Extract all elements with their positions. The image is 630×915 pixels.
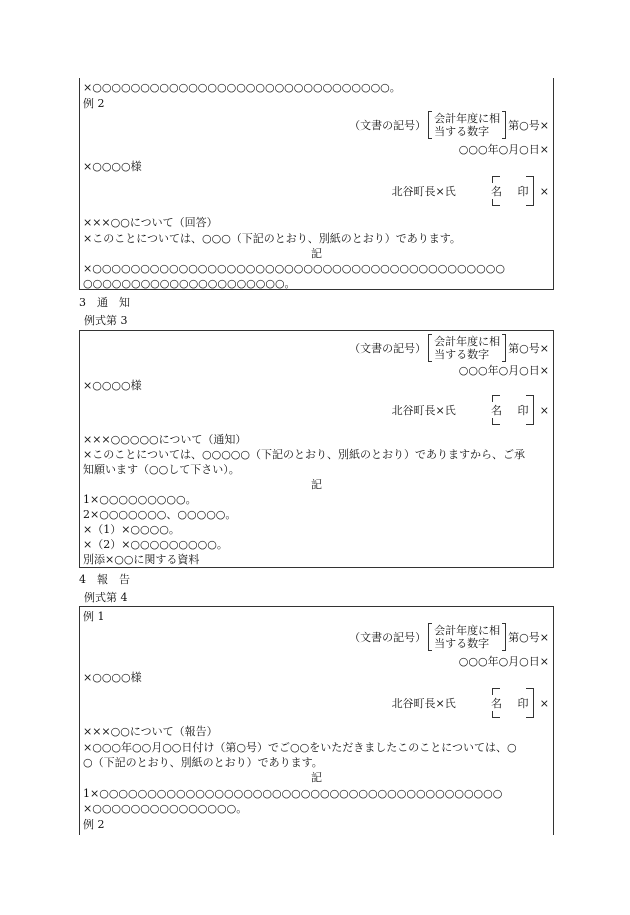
document-number — [349, 111, 549, 139]
seal-stamp-box: 名 印 — [492, 395, 534, 425]
body-text-2: ○（下記のとおり、別紙のとおり）であります。 — [83, 756, 323, 769]
doc-number-value: 第○号× — [508, 630, 549, 644]
date: ○○○年○月○日× — [458, 364, 549, 377]
example-label: 例 1 — [83, 610, 105, 623]
sender-seal-row — [392, 687, 549, 719]
subject-line: ×××○○について（回答） — [83, 216, 218, 229]
form-4-label: 例式第 4 — [84, 591, 128, 604]
item-line-1: 1×○○○○○○○○○○○○○○○○○○○○○○○○○○○○○○○○○○○○○○○○○○ — [83, 787, 503, 800]
ki-heading: 記 — [311, 247, 322, 260]
body-text-1: ×○○○年○○月○○日付け（第○号）でご○○をいただきましたこのことについては、○ — [83, 741, 517, 754]
seal-stamp-box: 名 印 — [492, 688, 534, 718]
ki-heading: 記 — [311, 478, 322, 491]
doc-symbol-label: （文書の記号） — [349, 118, 427, 132]
body-text-2: 知願います（○○して下さい）。 — [83, 463, 240, 476]
addressee: ×○○○○様 — [83, 379, 142, 392]
section-3-heading: 3 通 知 — [79, 296, 130, 309]
doc-number-value: 第○号× — [508, 118, 549, 132]
bracket-right — [502, 111, 506, 139]
document-number — [349, 334, 549, 362]
list-item: 2×○○○○○○○、○○○○○。 — [83, 508, 237, 521]
bracket-left — [428, 111, 432, 139]
subject-line: ×××○○について（報告） — [83, 725, 218, 738]
section-4-heading: 4 報 告 — [79, 573, 130, 586]
seal-stamp-box: 名 印 — [492, 176, 534, 206]
body-text-1: ×このことについては、○○○○○（下記のとおり、別紙のとおり）でありますから、ご承 — [83, 448, 525, 461]
body-text: ×このことについては、○○○（下記のとおり、別紙のとおり）であります。 — [83, 232, 461, 245]
bracket-left — [428, 334, 432, 362]
date: ○○○年○月○日× — [458, 655, 549, 668]
date: ○○○年○月○日× — [458, 143, 549, 156]
ki-heading: 記 — [311, 771, 322, 784]
example-label: 例 2 — [83, 97, 105, 110]
list-item: ×（1）×○○○○。 — [83, 523, 180, 536]
item-line-1: ×○○○○○○○○○○○○○○○○○○○○○○○○○○○○○○○○○○○○○○○○○○○ — [83, 262, 505, 275]
doc-number-value: 第○号× — [508, 341, 549, 355]
doc-symbol-label: （文書の記号） — [349, 630, 427, 644]
subject-line: ×××○○○○○について（通知） — [83, 433, 247, 446]
list-item: ×（2）×○○○○○○○○○。 — [83, 538, 228, 551]
report-form-box — [79, 606, 554, 835]
sender-name: 北谷町長×氏 — [391, 184, 456, 198]
form-3-label: 例式第 3 — [84, 314, 128, 327]
document-number — [349, 623, 549, 651]
item-line-2: ×○○○○○○○○○○○○○○○。 — [83, 802, 248, 815]
reply-example-box — [79, 78, 554, 290]
addressee: ×○○○○様 — [83, 160, 142, 173]
example-2-label: 例 2 — [83, 818, 105, 831]
continuation-line: ×○○○○○○○○○○○○○○○○○○○○○○○○○○○○○○○。 — [83, 81, 401, 94]
fiscal-year-note: 会計年度に相 当する数字 — [434, 624, 501, 650]
bracket-right — [502, 334, 506, 362]
item-line-2: ○○○○○○○○○○○○○○○○○○○○○。 — [83, 277, 296, 290]
seal-suffix: × — [539, 403, 549, 417]
fiscal-year-note: 会計年度に相 当する数字 — [434, 112, 501, 138]
seal-suffix: × — [539, 184, 549, 198]
bracket-left — [428, 623, 432, 651]
sender-seal-row — [392, 175, 549, 207]
attachment-line: 別添×○○に関する資料 — [83, 553, 200, 566]
sender-name: 北谷町長×氏 — [391, 403, 456, 417]
fiscal-year-note: 会計年度に相 当する数字 — [434, 335, 501, 361]
doc-symbol-label: （文書の記号） — [349, 341, 427, 355]
sender-name: 北谷町長×氏 — [391, 696, 456, 710]
sender-seal-row — [392, 394, 549, 426]
notice-form-box — [79, 330, 554, 568]
seal-suffix: × — [539, 696, 549, 710]
addressee: ×○○○○様 — [83, 671, 142, 684]
bracket-right — [502, 623, 506, 651]
list-item: 1×○○○○○○○○○。 — [83, 493, 197, 506]
